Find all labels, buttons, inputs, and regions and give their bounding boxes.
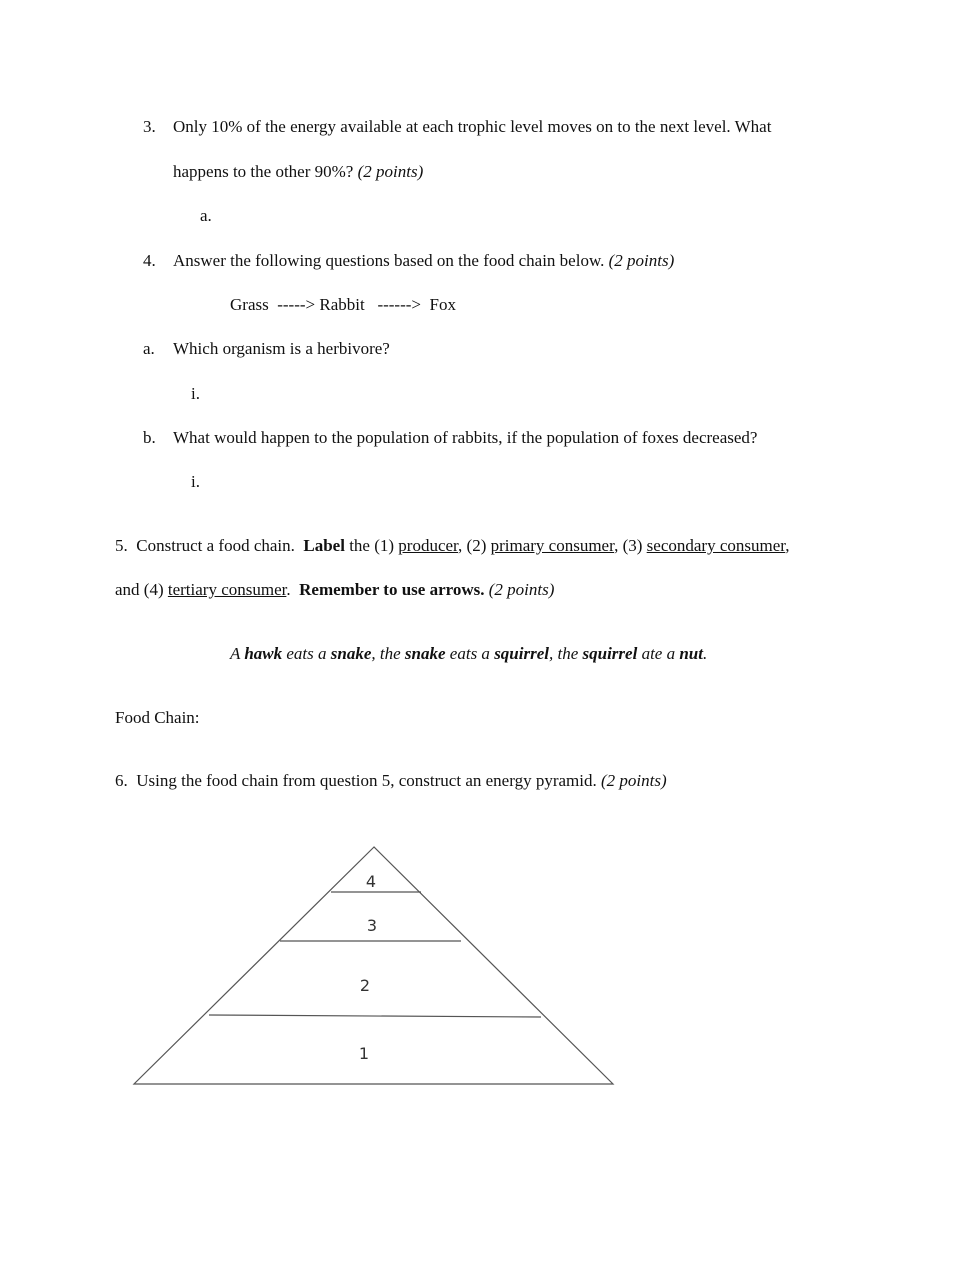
scenario-eats-a-2: eats a xyxy=(449,644,490,663)
q5-intro: Construct a food chain. xyxy=(136,536,295,555)
q4-b-label: b. xyxy=(143,428,156,447)
q4-text: Answer the following questions based on the food chain below. xyxy=(173,251,605,270)
q4-number: 4. xyxy=(143,251,156,270)
scenario-the-1: , the xyxy=(371,644,401,663)
pyramid-level-2: 2 xyxy=(359,976,371,995)
q4-b-sub: i. xyxy=(191,472,200,491)
q5-line2 xyxy=(115,579,554,601)
q5-comma: , xyxy=(785,536,790,555)
q4-a-label: a. xyxy=(143,339,155,358)
q5-line1 xyxy=(115,535,790,557)
scenario-squirrel-1: squirrel xyxy=(494,644,549,663)
scenario-snake-1: snake xyxy=(330,644,372,663)
q5-tertiary: tertiary consumer xyxy=(167,580,287,599)
scenario-hawk: hawk xyxy=(244,644,283,663)
q4-b-text: What would happen to the population of rabbits, if the population of foxes decreased? xyxy=(173,428,758,447)
q3-line1 xyxy=(143,116,772,138)
q6-number: 6. xyxy=(115,771,128,790)
q4-a-text: Which organism is a herbivore? xyxy=(173,339,390,358)
q4-points: (2 points) xyxy=(608,251,675,270)
pyramid-level-3: 3 xyxy=(366,916,378,935)
q4-b xyxy=(143,427,758,449)
scenario-nut: nut xyxy=(679,644,703,663)
q3-text-line2: happens to the other 90%? xyxy=(173,162,354,181)
q5-label-word: Label xyxy=(303,536,345,555)
q6-points: (2 points) xyxy=(600,771,667,790)
q5-and4: and (4) xyxy=(115,580,164,599)
q5-remember: Remember to use arrows. xyxy=(299,580,485,599)
pyramid-level-1: 1 xyxy=(358,1044,370,1063)
q4-a-sub: i. xyxy=(191,384,200,403)
scenario-snake-2: snake xyxy=(404,644,446,663)
pyramid-level-4: 4 xyxy=(365,872,377,891)
scenario-the-2: , the xyxy=(548,644,579,663)
scenario-a: A xyxy=(230,644,241,663)
pyramid-divider-3 xyxy=(209,1015,541,1017)
q5-the-text: the (1) xyxy=(349,536,395,555)
scenario-ate-a: ate a xyxy=(641,644,676,663)
q5-primary: primary consumer xyxy=(490,536,615,555)
q5-producer: producer xyxy=(398,536,459,555)
q3-line2 xyxy=(173,161,423,183)
q3-points: (2 points) xyxy=(357,162,424,181)
q5-period: . xyxy=(286,580,291,599)
q3-number: 3. xyxy=(143,117,156,136)
q3-sub-a: a. xyxy=(200,206,212,225)
q5-secondary: secondary consumer xyxy=(646,536,786,555)
q4-line xyxy=(143,250,675,272)
scenario-eats-a-1: eats a xyxy=(286,644,327,663)
q6-line xyxy=(115,770,667,792)
q5-scenario xyxy=(230,643,707,665)
q5-p2: , (2) xyxy=(458,536,487,555)
energy-pyramid xyxy=(128,840,628,1090)
food-chain-label: Food Chain: xyxy=(115,708,200,727)
q5-points: (2 points) xyxy=(488,580,555,599)
q4-food-chain: Grass -----> Rabbit ------> Fox xyxy=(230,295,456,314)
q4-a xyxy=(143,338,390,360)
q5-p3: , (3) xyxy=(614,536,643,555)
scenario-end: . xyxy=(702,644,708,663)
q3-text-line1: Only 10% of the energy available at each trophic level moves on to the next level. What xyxy=(173,117,772,136)
q6-text: Using the food chain from question 5, construct an energy pyramid. xyxy=(136,771,597,790)
q5-number: 5. xyxy=(115,536,128,555)
scenario-squirrel-2: squirrel xyxy=(582,644,638,663)
